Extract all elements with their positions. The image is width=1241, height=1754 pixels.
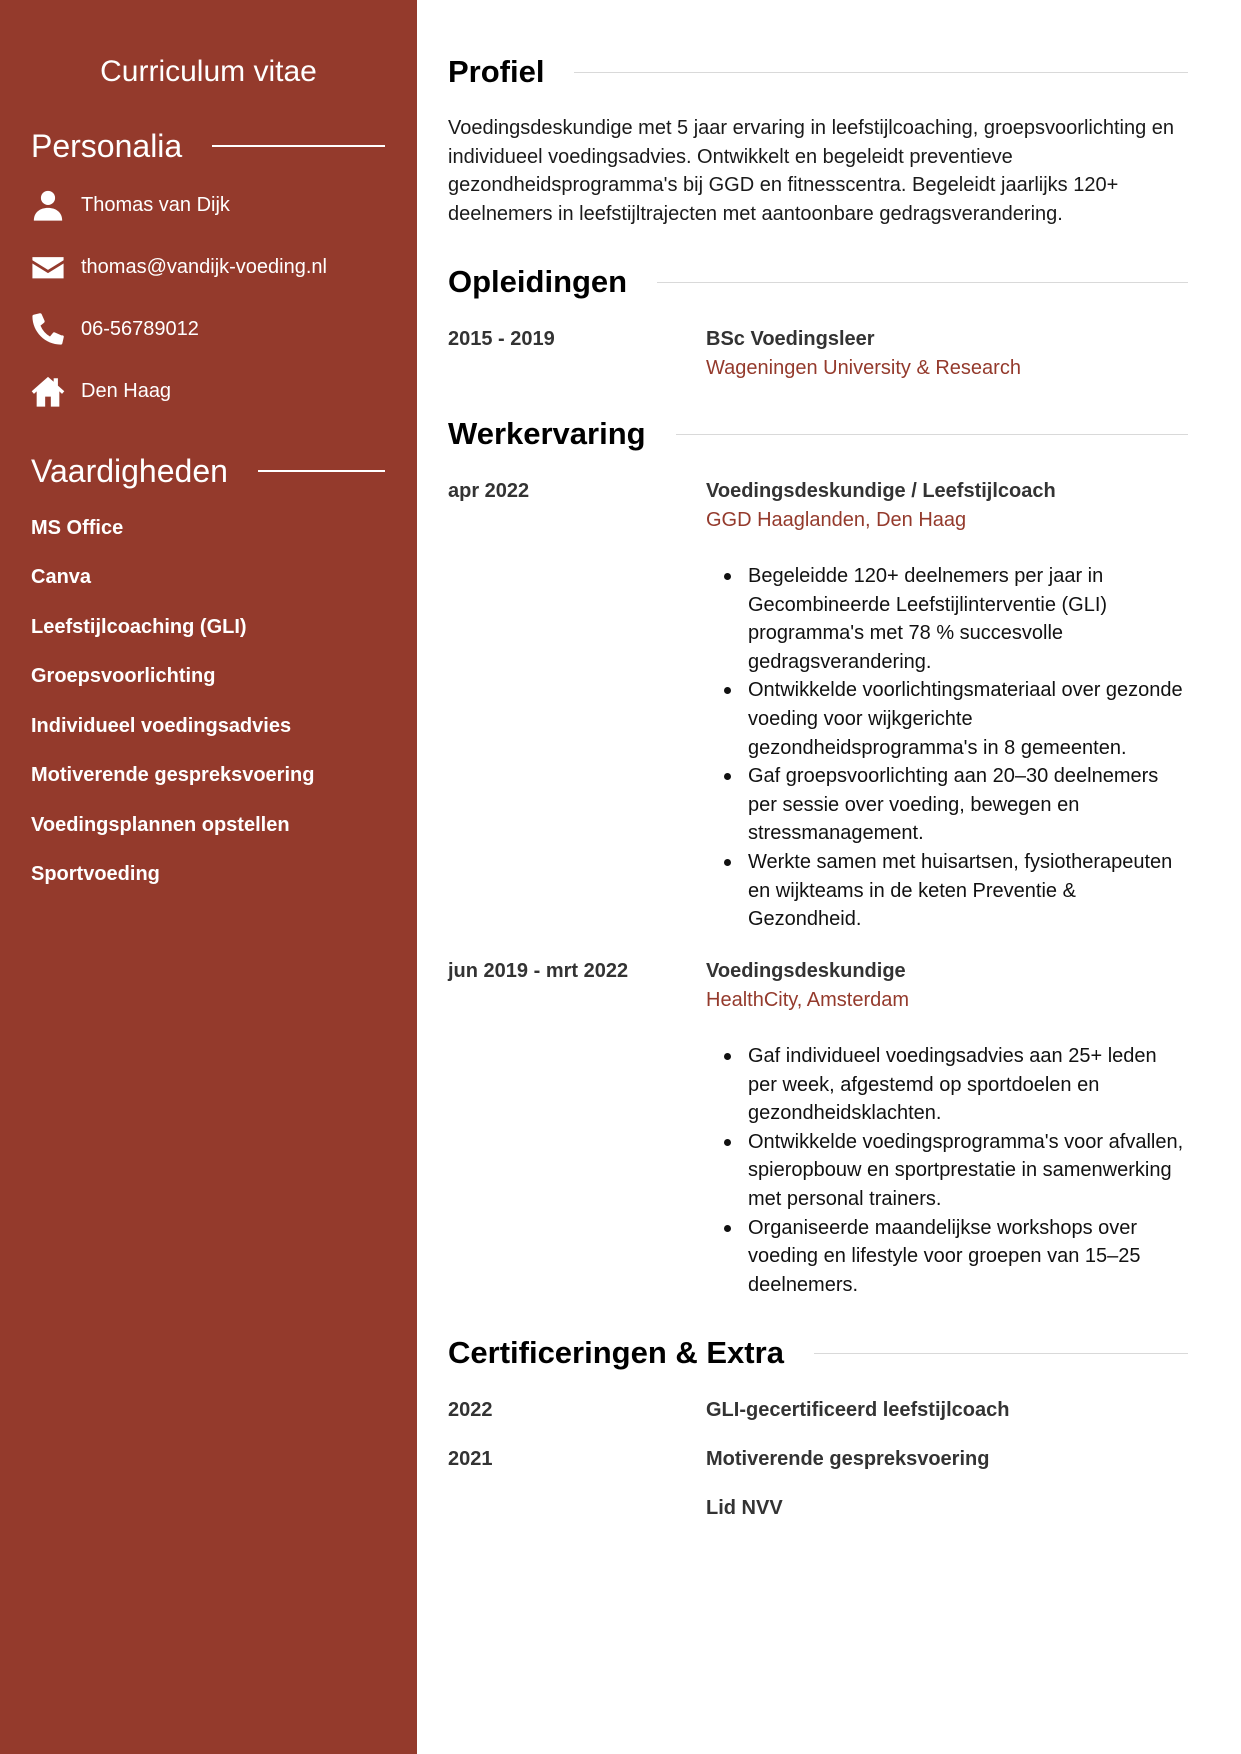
profile-summary: Voedingsdeskundige met 5 jaar ervaring in leefstijlcoaching, groepsvoorlichting en individueel voedingsadvies. Ontwikkelt en begeleidt preventieve gezondheidsprogramma's bij GGD en fitnesscentra. Begeleidt jaarlijks 120+ deelnemers in leefstijltrajecten met aantoonbare gedragsverandering. [448, 117, 1174, 225]
education-degree: BSc Voedingsleer [706, 328, 875, 350]
contact-location [31, 374, 171, 408]
profile-heading-text: Profiel [448, 54, 545, 89]
contact-name [31, 188, 230, 222]
skill-item: Voedingsplannen opstellen [31, 814, 290, 836]
experience-divider [676, 434, 1188, 435]
list-item: Gaf individueel voedingsadvies aan 25+ leden per week, afgestemd op sportdoelen en gezondheidsklachten. [706, 1042, 1188, 1128]
contact-phone[interactable] [31, 312, 199, 346]
skill-item: Groepsvoorlichting [31, 665, 216, 687]
job-title: Voedingsdeskundige / Leefstijlcoach [706, 480, 1056, 502]
certification-title: GLI-gecertificeerd leefstijlcoach [706, 1399, 1010, 1421]
phone-icon [31, 312, 65, 346]
education-institution: Wageningen University & Research [706, 357, 1021, 379]
profile-heading [448, 52, 1188, 92]
skills-heading [31, 451, 385, 491]
job-date: jun 2019 - mrt 2022 [448, 960, 629, 982]
list-item: Werkte samen met huisartsen, fysiotherapeuten en wijkteams in de keten Preventie & Gezondheid. [706, 848, 1188, 934]
skill-item: Leefstijlcoaching (GLI) [31, 616, 247, 638]
education-divider [657, 282, 1188, 283]
list-item: Ontwikkelde voedingsprogramma's voor afvallen, spieropbouw en sportprestatie in samenwerking met personal trainers. [706, 1128, 1188, 1214]
user-icon [31, 188, 65, 222]
list-item: Begeleidde 120+ deelnemers per jaar in Gecombineerde Leefstijlinterventie (GLI) programma's met 78 % succesvolle gedragsverandering. [706, 562, 1188, 676]
skill-item: Sportvoeding [31, 863, 160, 885]
skill-item: MS Office [31, 517, 124, 539]
education-date: 2015 - 2019 [448, 328, 555, 350]
job-title: Voedingsdeskundige [706, 960, 906, 982]
job-employer: HealthCity, Amsterdam [706, 989, 910, 1011]
certification-title: Lid NVV [706, 1497, 783, 1519]
contact-phone-text[interactable]: 06-56789012 [81, 318, 199, 340]
job-date: apr 2022 [448, 480, 530, 502]
certification-date: 2022 [448, 1399, 493, 1421]
certification-date: 2021 [448, 1448, 493, 1470]
job-bullets [706, 562, 1188, 934]
contact-email[interactable] [31, 250, 327, 284]
personalia-heading [31, 126, 385, 166]
education-heading [448, 262, 1188, 302]
list-item: Ontwikkelde voorlichtingsmateriaal over gezonde voeding voor wijkgerichte gezondheidsprogramma's in 8 gemeenten. [706, 676, 1188, 762]
document-title: Curriculum vitae [100, 55, 317, 88]
skills-divider [258, 470, 385, 472]
skills-heading-text: Vaardigheden [31, 453, 228, 489]
certification-title: Motiverende gespreksvoering [706, 1448, 990, 1470]
skill-item: Individueel voedingsadvies [31, 715, 292, 737]
certifications-divider [814, 1353, 1188, 1354]
home-icon [31, 374, 65, 408]
profile-divider [574, 72, 1188, 73]
certifications-heading-text: Certificeringen & Extra [448, 1335, 784, 1370]
list-item: Gaf groepsvoorlichting aan 20–30 deelnemers per sessie over voeding, bewegen en stressmanagement. [706, 762, 1188, 848]
certifications-heading [448, 1333, 1188, 1373]
contact-name-text: Thomas van Dijk [81, 194, 230, 216]
contact-location-text: Den Haag [81, 380, 172, 402]
experience-heading [448, 414, 1188, 454]
envelope-icon [31, 250, 65, 284]
list-item: Organiseerde maandelijkse workshops over voeding en lifestyle voor groepen van 15–25 deelnemers. [706, 1214, 1188, 1300]
education-heading-text: Opleidingen [448, 264, 628, 299]
experience-heading-text: Werkervaring [448, 416, 646, 451]
job-bullets [706, 1042, 1188, 1299]
job-employer: GGD Haaglanden, Den Haag [706, 509, 967, 531]
skill-item: Motiverende gespreksvoering [31, 764, 315, 786]
skill-item: Canva [31, 566, 92, 588]
personalia-divider [212, 145, 385, 147]
contact-email-text[interactable]: thomas@vandijk-voeding.nl [81, 256, 327, 278]
personalia-heading-text: Personalia [31, 128, 183, 164]
sidebar [0, 0, 417, 1754]
